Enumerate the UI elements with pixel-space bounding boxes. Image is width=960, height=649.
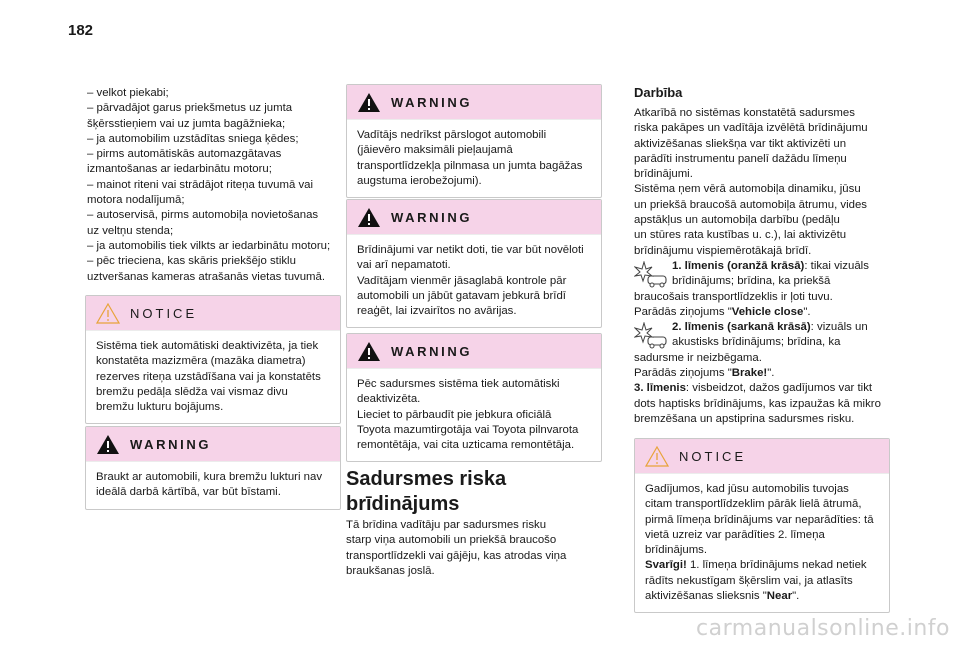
operation-text: Atkarībā no sistēmas konstatētā sadursmes riska pakāpes un vadītāja izvēlētā brīdinājumu aktivizēšanas sliekšņa var tikt aktivizēti un parādīti instrumentu panelī dažādu līmeņu brīdinājumi. Sistēma ņem vērā automobiļa dinamiku, jūsu un priekšā braucošā automobiļa ātrumu, vides apstākļus un automobiļa darbību (pedāļu un stūres rata kustības u. c.), lai aktivizētu brīdinājumu vispiemērotākajā brīdī. [634,107,868,257]
section-heading: Sadursmes riska brīdinājums [346,468,507,515]
warning-header [86,427,340,462]
warning-triangle-icon [357,341,381,362]
warning-title: WARNING [391,94,473,110]
warning-box-brake-lights [85,426,341,510]
notice-box-deactivation [85,295,341,424]
column-right [634,84,904,603]
notice-triangle-icon [96,303,120,324]
notice-title: NOTICE [679,448,747,464]
notice-header [86,296,340,331]
page-number: 182 [68,22,94,39]
warning-triangle-icon [357,207,381,228]
warning-title: WARNING [391,343,473,359]
collision-alert-icon [634,322,668,350]
warning-box-overload [346,84,602,198]
notice-body: Sistēma tiek automātiski deaktivizēta, ja tiek konstatēta mazizmēra (mazāka diametra) rezerves riteņa uzstādīšana vai ja konstatēts bremžu pedāļa slēdža vai vismaz divu bremžu lukturu bojājums. [96,340,321,414]
warning-header [347,85,601,120]
section-intro: Tā brīdina vadītāju par sadursmes risku starp viņa automobili un priekšā braucošo transportlīdzekli vai gājēju, kas atrodas viņa braukšanas joslā. [346,519,567,577]
warning-box-alerts [346,199,602,328]
column-left [87,84,357,499]
warning-title: WARNING [391,209,473,225]
watermark: carmanualsonline.info [696,616,950,641]
warning-body: Pēc sadursmes sistēma tiek automātiski deaktivizēta. Lieciet to pārbaudīt pie jebkura oficiālā Toyota mazumtirgotāja vai Toyota pilnvarota remontētāja, vai cita uzticama remontētāja. [357,378,579,452]
warning-box-after-collision [346,333,602,462]
notice-title: NOTICE [130,305,198,321]
level-2-item: 2. līmenis (sarkanā krāsā): vizuāls un akustisks brīdinājums; brīdina, ka sadursme ir neizbēgama. Parādās ziņojums "Brake!". [634,321,868,380]
warning-body: Braukt ar automobili, kura bremžu lukturi nav ideālā darbā kārtībā, var būt bīstami. [96,471,323,499]
warning-header [347,334,601,369]
warning-triangle-icon [96,434,120,455]
collision-alert-icon [634,261,668,289]
warning-triangle-icon [357,92,381,113]
warning-title: WARNING [130,436,212,452]
notice-box-levels [634,438,890,613]
operation-title: Darbība [634,85,683,100]
level-3-item: 3. līmenis: visbeidzot, dažos gadījumos var tikt dots haptisks brīdinājums, kas izpaužas kā mikro bremzēšana un apstiprina sadursmes risku. [634,382,881,425]
level-1-item: 1. līmenis (oranžā krāsā): tikai vizuāls brīdinājums; brīdina, ka priekšā braucošais transportlīdzeklis ir ļoti tuvu. Parādās ziņojums "Vehicle close". [634,259,869,318]
notice-triangle-icon [645,446,669,467]
warning-body: Vadītājs nedrīkst pārslogot automobili (jāievēro maksimāli pieļaujamā transportlīdzekļa pilnmasa un jumta bagāžas augstuma ierobežojumi). [357,129,583,187]
conditions-list: – velkot piekabi; – pārvadājot garus priekšmetus uz jumta šķērsstieņiem vai uz jumta bagāžnieka; – ja automobilim uzstādītas sniega ķēdes; – pirms automātiskās automazgātavas izmantošanas ar iedarbinātu motoru; – mainot riteni vai strādājot riteņa tuvumā vai motora nodalījumā; – autoservisā, pirms automobiļa novietošanas uz veltņu stenda; – ja automobilis tiek vilkts ar iedarbinātu motoru; – pēc trieciena, kas skāris priekšējo stiklu uztveršanas kameras atrašanās vietas tuvumā. [87,87,331,283]
warning-header [347,200,601,235]
warning-body: Brīdinājumi var netikt doti, tie var būt novēloti vai arī nepamatoti. Vadītājam vienmēr jāsaglabā kontrole pār automobili un jābūt gatavam jebkurā brīdī reaģēt, lai izvairītos no avārijas. [357,244,584,318]
notice-header [635,439,889,474]
notice-body: Gadījumos, kad jūsu automobilis tuvojas citam transportlīdzeklim pārāk lielā ātrumā, pirmā līmeņa brīdinājums var neparādīties: tā vietā uzreiz var parādīties 2. līmeņa brīdinājums. Svarīgi! 1. līmeņa brīdinājums nekad netiek rādīts nekustīgam šķērslim vai, ja atlasīts aktivizēšanas slieksnis "Near". [645,483,874,603]
